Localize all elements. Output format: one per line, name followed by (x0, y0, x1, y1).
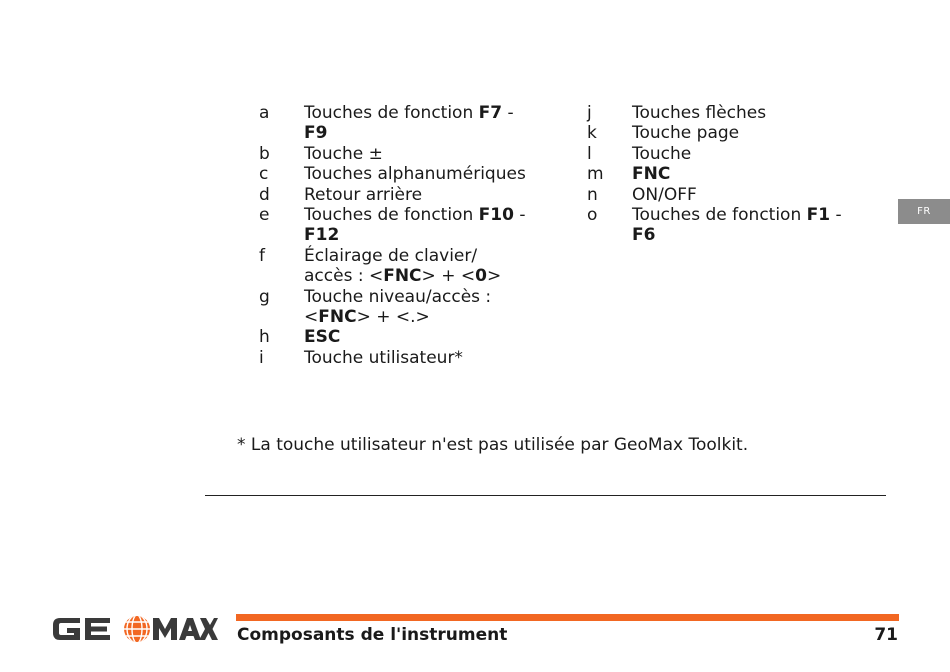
right-legend-list (587, 103, 857, 246)
legend-text-line (632, 185, 857, 205)
legend-text (304, 327, 549, 347)
key-label: FNC (318, 307, 357, 328)
legend-text-line (304, 307, 549, 327)
legend-text-line (304, 205, 549, 225)
legend-text-line (304, 144, 549, 164)
text-segment: Touche niveau/accès : (304, 286, 492, 307)
legend-text (632, 185, 857, 205)
legend-key: d (259, 184, 270, 205)
legend-text (304, 205, 549, 246)
legend-text (632, 123, 857, 143)
legend-text (304, 246, 549, 287)
legend-key: f (259, 245, 265, 266)
legend-key: g (259, 286, 270, 307)
text-segment: > (486, 266, 502, 287)
legend-text-line (304, 348, 549, 368)
legend-text-line (632, 123, 857, 143)
legend-text-line (632, 103, 857, 123)
text-segment: accès : < (304, 266, 384, 287)
key-label: F10 (478, 205, 514, 226)
text-segment: Retour arrière (304, 184, 423, 205)
text-segment: Touche ± (304, 143, 383, 164)
text-segment: Touches alphanumériques (304, 164, 526, 185)
legend-text-line (304, 266, 549, 286)
legend-key: o (587, 205, 598, 226)
key-label: 0 (475, 266, 487, 287)
legend-key: a (259, 103, 270, 123)
key-label: F9 (304, 123, 328, 144)
legend-text (632, 205, 857, 246)
legend-item (587, 103, 857, 123)
legend-key: n (587, 184, 598, 205)
legend-item (587, 123, 857, 143)
text-segment: - (513, 205, 526, 226)
key-label: F6 (632, 225, 656, 246)
legend-text (632, 103, 857, 123)
legend-item (259, 185, 549, 205)
key-label: FNC (632, 164, 671, 185)
text-segment: Touche page (632, 123, 740, 144)
legend-item (587, 144, 857, 164)
legend-text-line (304, 246, 549, 266)
legend-text-line (304, 225, 549, 245)
legend-key: c (259, 164, 269, 185)
key-label: FNC (383, 266, 422, 287)
text-segment: ON/OFF (632, 184, 697, 205)
page-number: 71 (874, 625, 898, 645)
language-label: FR (917, 206, 931, 217)
text-segment: > + <.> (356, 307, 430, 328)
text-segment: Touche utilisateur* (304, 347, 463, 368)
legend-item (259, 246, 549, 287)
legend-key: e (259, 205, 270, 226)
text-segment: Touche (632, 143, 692, 164)
legend-item (587, 185, 857, 205)
legend-text-line (632, 225, 857, 245)
geomax-logo (50, 612, 218, 646)
legend-text-line (304, 164, 549, 184)
text-segment: Touches de fonction (304, 103, 479, 123)
legend-text (632, 144, 857, 164)
text-segment: Touches de fonction (304, 205, 479, 226)
legend-text-line (304, 123, 549, 143)
legend-text-line (304, 287, 549, 307)
legend-item (587, 164, 857, 184)
text-segment: Touches de fonction (632, 205, 807, 226)
legend-key: k (587, 123, 597, 144)
legend-key: h (259, 327, 270, 348)
legend-item (259, 103, 549, 144)
language-tab[interactable] (898, 199, 950, 224)
text-segment: < (304, 307, 319, 328)
text-segment: Éclairage de clavier/ (304, 245, 478, 266)
legend-text (632, 164, 857, 184)
key-label: ESC (304, 327, 341, 348)
legend-key: i (259, 347, 264, 368)
legend-item (259, 348, 549, 368)
footnote: * La touche utilisateur n'est pas utilisée par GeoMax Toolkit. (237, 435, 749, 455)
legend-item (259, 205, 549, 246)
left-legend-list (259, 103, 549, 368)
legend-text-line (632, 144, 857, 164)
legend-text (304, 144, 549, 164)
legend-item (587, 205, 857, 246)
legend-item (259, 164, 549, 184)
legend-item (259, 327, 549, 347)
key-label: F12 (304, 225, 340, 246)
text-segment: > + < (421, 266, 476, 287)
legend-key: j (587, 103, 592, 123)
legend-text (304, 103, 549, 144)
text-segment: Touches flèches (632, 103, 767, 123)
legend-text (304, 185, 549, 205)
key-label: F1 (806, 205, 831, 226)
legend-text-line (304, 185, 549, 205)
footer-accent-bar (236, 614, 899, 621)
legend-text-line (632, 164, 857, 184)
legend-text-line (632, 205, 857, 225)
legend-item (259, 144, 549, 164)
legend-text (304, 287, 549, 328)
legend-key: m (587, 164, 604, 185)
divider-line (205, 495, 886, 496)
legend-item (259, 287, 549, 328)
key-label: F7 (478, 103, 503, 123)
text-segment: - (502, 103, 514, 123)
legend-text (304, 164, 549, 184)
text-segment: - (830, 205, 842, 226)
section-title: Composants de l'instrument (237, 625, 508, 645)
legend-key: b (259, 143, 270, 164)
legend-text (304, 348, 549, 368)
legend-key: l (587, 143, 592, 164)
legend-text-line (304, 103, 549, 123)
legend-text-line (304, 327, 549, 347)
